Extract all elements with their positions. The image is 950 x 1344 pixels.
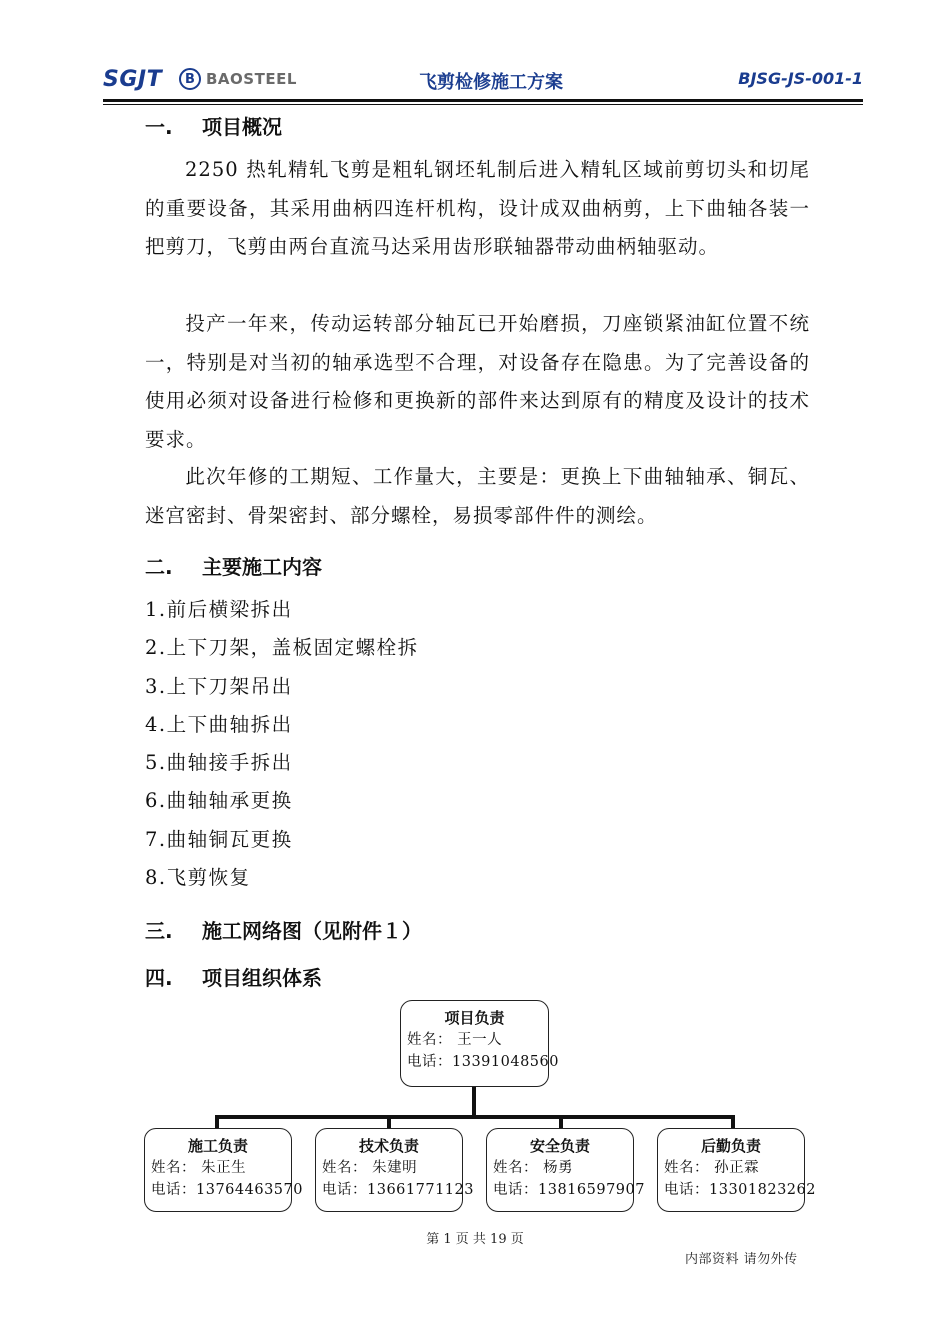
connector-horizontal bbox=[215, 1115, 735, 1119]
connector-vertical-2 bbox=[387, 1115, 391, 1129]
list-item: 2.上下刀架，盖板固定螺栓拆 bbox=[145, 636, 419, 660]
role-title: 后勤负责 bbox=[700, 1137, 761, 1155]
person-name: 姓名： 朱建明 bbox=[322, 1160, 418, 1176]
person-phone: 电话：13661771123 bbox=[322, 1182, 474, 1198]
list-item: 6.曲轴轴承更换 bbox=[145, 789, 293, 813]
baosteel-mark-icon: B bbox=[179, 68, 201, 90]
paragraph-text: 2250 热轧精轧飞剪是粗轧钢坯轧制后进入精轧区域前剪切头和切尾的重要设备，其采用曲柄四连杆机构，设计成双曲柄剪，上下曲轴各装一把剪刀，飞剪由两台直流马达采用齿形联轴器带动曲柄轴驱动。 bbox=[145, 158, 810, 258]
document-code: BJSG-JS-001-1 bbox=[738, 69, 863, 88]
list-item: 1.前后横梁拆出 bbox=[145, 598, 293, 621]
baosteel-wordmark: BAOSTEEL bbox=[206, 70, 297, 88]
section-title: 主要施工内容 bbox=[202, 555, 322, 579]
role-title: 施工负责 bbox=[187, 1137, 248, 1155]
list-item: 3.上下刀架吊出 bbox=[145, 674, 293, 698]
confidential-notice: 内部资料 请勿外传 bbox=[685, 1252, 798, 1267]
org-box-project-lead bbox=[400, 1000, 559, 1087]
person-name: 姓名： 杨勇 bbox=[493, 1160, 574, 1176]
connector-vertical-3 bbox=[559, 1115, 563, 1129]
section-title: 施工网络图（见附件１） bbox=[202, 919, 422, 943]
section-number: 一. bbox=[145, 115, 173, 139]
person-phone: 电话：13764463570 bbox=[151, 1182, 303, 1198]
org-box-technical bbox=[315, 1128, 474, 1212]
page-number: 第 1 页 共 19 页 bbox=[426, 1232, 524, 1247]
section-number: 四. bbox=[145, 966, 173, 990]
section-number: 三. bbox=[145, 919, 173, 943]
section-title: 项目组织体系 bbox=[202, 966, 322, 990]
paragraph-text: 此次年修的工期短、工作量大，主要是：更换上下曲轴轴承、铜瓦、迷宫密封、骨架密封、部分螺栓，易损零部件件的测绘。 bbox=[145, 465, 810, 527]
person-phone: 电话：13816597907 bbox=[493, 1182, 645, 1198]
org-box-construction bbox=[144, 1128, 303, 1212]
connector-vertical-1 bbox=[215, 1115, 219, 1129]
section-number: 二. bbox=[145, 555, 173, 579]
person-phone: 电话：13301823262 bbox=[664, 1182, 816, 1198]
connector-vertical-top bbox=[472, 1086, 476, 1118]
org-box-logistics bbox=[657, 1128, 816, 1212]
sgjt-logo: SGJT bbox=[103, 67, 163, 92]
person-name: 姓名： 孙正霖 bbox=[664, 1160, 760, 1176]
list-item: 8.飞剪恢复 bbox=[145, 866, 251, 890]
list-item: 5.曲轴接手拆出 bbox=[145, 751, 293, 775]
org-box-safety bbox=[486, 1128, 645, 1212]
list-item: 4.上下曲轴拆出 bbox=[145, 712, 293, 736]
document-title: 飞剪检修施工方案 bbox=[419, 72, 563, 93]
person-name: 姓名： 朱正生 bbox=[151, 1160, 247, 1176]
role-title: 技术负责 bbox=[358, 1137, 419, 1155]
person-phone: 电话：13391048560 bbox=[407, 1054, 559, 1070]
role-title: 安全负责 bbox=[529, 1137, 590, 1155]
role-title: 项目负责 bbox=[444, 1009, 505, 1027]
paragraph-text: 投产一年来，传动运转部分轴瓦已开始磨损，刀座锁紧油缸位置不统一，特别是对当初的轴承选型不合理，对设备存在隐患。为了完善设备的使用必须对设备进行检修和更换新的部件来达到原有的精度及设计的技术要求。 bbox=[145, 312, 810, 451]
person-name: 姓名： 王一人 bbox=[407, 1032, 503, 1048]
list-item: 7.曲轴铜瓦更换 bbox=[145, 827, 293, 851]
section-title: 项目概况 bbox=[202, 115, 282, 139]
connector-vertical-4 bbox=[731, 1115, 735, 1129]
